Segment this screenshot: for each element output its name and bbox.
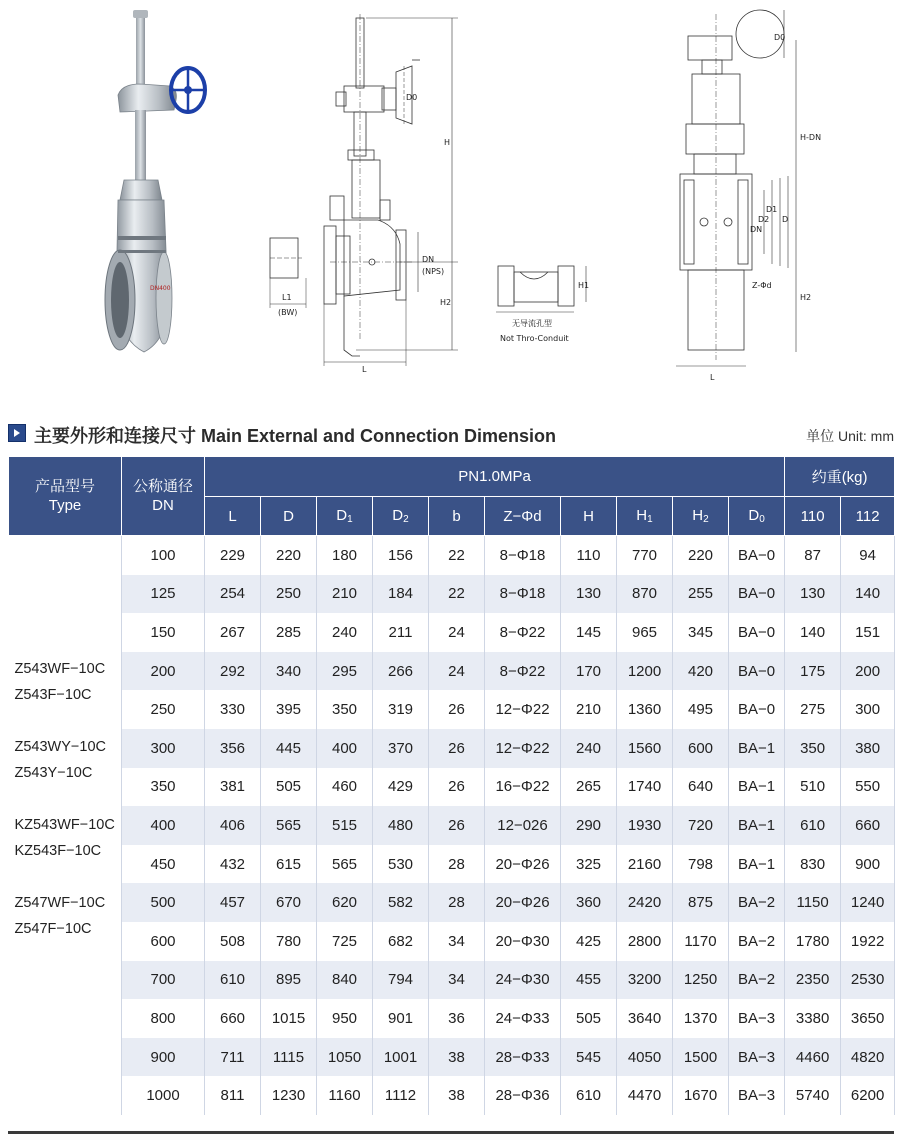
- table-cell: 300: [841, 690, 895, 729]
- table-cell: 340: [261, 652, 317, 691]
- table-cell: 1370: [673, 999, 729, 1038]
- dn-cell: 1000: [122, 1076, 205, 1115]
- table-cell: 770: [617, 536, 673, 575]
- table-cell: 720: [673, 806, 729, 845]
- col-d1: $D_1$: [317, 497, 373, 536]
- table-cell: 682: [373, 922, 429, 961]
- table-cell: 140: [841, 575, 895, 614]
- dn-cell: 350: [122, 768, 205, 807]
- table-row: [9, 729, 895, 768]
- table-cell: 254: [205, 575, 261, 614]
- dimension-table: [8, 456, 895, 1115]
- table-cell: 34: [429, 961, 485, 1000]
- table-cell: 505: [261, 768, 317, 807]
- table-cell: 1250: [673, 961, 729, 1000]
- table-cell: 356: [205, 729, 261, 768]
- table-cell: BA−0: [729, 575, 785, 614]
- table-cell: 780: [261, 922, 317, 961]
- arrow-right-icon: [8, 424, 26, 442]
- table-cell: 530: [373, 845, 429, 884]
- col-h: H: [561, 497, 617, 536]
- col-b: b: [429, 497, 485, 536]
- front-l-label: L: [710, 373, 715, 382]
- table-row: [9, 575, 895, 614]
- weight-header: 约重(kg): [785, 457, 895, 497]
- table-cell: 36: [429, 999, 485, 1038]
- table-cell: 794: [373, 961, 429, 1000]
- table-cell: 12−Φ22: [485, 729, 561, 768]
- table-cell: 400: [317, 729, 373, 768]
- table-cell: 180: [317, 536, 373, 575]
- d2-label: D2: [758, 215, 770, 224]
- table-cell: BA−3: [729, 1038, 785, 1077]
- table-cell: 2800: [617, 922, 673, 961]
- dn-header-en: DN: [152, 497, 174, 514]
- table-cell: 255: [673, 575, 729, 614]
- table-cell: BA−0: [729, 652, 785, 691]
- table-cell: 900: [841, 845, 895, 884]
- table-cell: BA−2: [729, 961, 785, 1000]
- table-cell: 1740: [617, 768, 673, 807]
- table-cell: 295: [317, 652, 373, 691]
- table-row: [9, 690, 895, 729]
- table-cell: 4050: [617, 1038, 673, 1077]
- table-cell: 870: [617, 575, 673, 614]
- table-cell: 1050: [317, 1038, 373, 1077]
- table-row: [9, 961, 895, 1000]
- table-cell: 1015: [261, 999, 317, 1038]
- table-cell: BA−1: [729, 729, 785, 768]
- table-row: [9, 845, 895, 884]
- type-gap: [15, 708, 122, 734]
- table-cell: 20−Φ26: [485, 883, 561, 922]
- table-cell: 425: [561, 922, 617, 961]
- table-cell: 325: [561, 845, 617, 884]
- table-cell: 1500: [673, 1038, 729, 1077]
- table-row: [9, 613, 895, 652]
- table-cell: BA−1: [729, 768, 785, 807]
- dn-cell: 500: [122, 883, 205, 922]
- table-cell: 140: [785, 613, 841, 652]
- table-cell: 406: [205, 806, 261, 845]
- table-cell: 395: [261, 690, 317, 729]
- table-cell: 950: [317, 999, 373, 1038]
- type-gap: [15, 864, 122, 890]
- type-model: Z547WF−10C: [14, 895, 106, 911]
- col-h2: $H_2$: [673, 497, 729, 536]
- table-cell: BA−1: [729, 845, 785, 884]
- table-row: [9, 999, 895, 1038]
- z-phi-d-label: Z-Φd: [752, 281, 772, 290]
- table-cell: 1112: [373, 1076, 429, 1115]
- table-cell: 1930: [617, 806, 673, 845]
- no-conduit-cn-label: 无导流孔型: [512, 319, 552, 328]
- d-label: D: [782, 215, 789, 224]
- dn-cell: 125: [122, 575, 205, 614]
- table-cell: 460: [317, 768, 373, 807]
- table-cell: 545: [561, 1038, 617, 1077]
- dn-cell: 300: [122, 729, 205, 768]
- table-cell: 8−Φ18: [485, 536, 561, 575]
- table-cell: 432: [205, 845, 261, 884]
- table-cell: 420: [673, 652, 729, 691]
- table-cell: 711: [205, 1038, 261, 1077]
- table-cell: 480: [373, 806, 429, 845]
- table-row: [9, 536, 895, 575]
- table-cell: 22: [429, 575, 485, 614]
- table-cell: 508: [205, 922, 261, 961]
- table-cell: 830: [785, 845, 841, 884]
- table-cell: 2420: [617, 883, 673, 922]
- table-cell: 615: [261, 845, 317, 884]
- table-cell: 8−Φ22: [485, 613, 561, 652]
- table-cell: 455: [561, 961, 617, 1000]
- table-cell: 445: [261, 729, 317, 768]
- dn-cell: 900: [122, 1038, 205, 1077]
- table-cell: 28: [429, 883, 485, 922]
- table-cell: BA−1: [729, 806, 785, 845]
- table-cell: 240: [317, 613, 373, 652]
- l-label: L: [362, 365, 367, 374]
- type-model: KZ543WF−10C: [14, 817, 115, 833]
- table-cell: 26: [429, 768, 485, 807]
- table-row: [9, 652, 895, 691]
- table-cell: 200: [841, 652, 895, 691]
- table-cell: BA−0: [729, 613, 785, 652]
- table-cell: 350: [317, 690, 373, 729]
- col-weight-112: 112: [841, 497, 895, 536]
- type-cell: [9, 536, 122, 1115]
- h1-label: H1: [578, 281, 590, 290]
- table-cell: 319: [373, 690, 429, 729]
- table-cell: 380: [841, 729, 895, 768]
- col-z-phi-d: Z−Φd: [485, 497, 561, 536]
- table-cell: 1001: [373, 1038, 429, 1077]
- dn-cell: 100: [122, 536, 205, 575]
- table-cell: 811: [205, 1076, 261, 1115]
- drawings-area: [0, 0, 900, 390]
- table-cell: 350: [785, 729, 841, 768]
- table-row: [9, 1038, 895, 1077]
- type-model: Z543Y−10C: [14, 765, 93, 781]
- table-cell: 515: [317, 806, 373, 845]
- pressure-header: PN1.0MPa: [205, 457, 785, 497]
- type-header-cn: 产品型号: [34, 478, 95, 495]
- front-dn-label: DN: [750, 225, 763, 234]
- type-model: Z543WY−10C: [14, 739, 106, 755]
- table-cell: 250: [261, 575, 317, 614]
- table-cell: 1360: [617, 690, 673, 729]
- table-cell: BA−3: [729, 1076, 785, 1115]
- table-cell: 170: [561, 652, 617, 691]
- table-cell: 582: [373, 883, 429, 922]
- table-cell: 1922: [841, 922, 895, 961]
- table-cell: 330: [205, 690, 261, 729]
- dn-header: [122, 457, 205, 536]
- table-cell: 229: [205, 536, 261, 575]
- col-h1: $H_1$: [617, 497, 673, 536]
- table-cell: 381: [205, 768, 261, 807]
- table-cell: 3640: [617, 999, 673, 1038]
- table-cell: 292: [205, 652, 261, 691]
- table-cell: 210: [561, 690, 617, 729]
- no-conduit-en-label: Not Thro-Conduit: [500, 334, 569, 343]
- table-cell: 94: [841, 536, 895, 575]
- table-cell: 266: [373, 652, 429, 691]
- table-cell: 3380: [785, 999, 841, 1038]
- table-cell: 156: [373, 536, 429, 575]
- table-cell: 2160: [617, 845, 673, 884]
- unit-label: 单位 Unit: mm: [806, 428, 894, 444]
- table-cell: 26: [429, 690, 485, 729]
- dn-header-cn: 公称通径: [132, 478, 193, 495]
- table-cell: 1150: [785, 883, 841, 922]
- table-cell: 370: [373, 729, 429, 768]
- table-cell: 610: [561, 1076, 617, 1115]
- col-l: L: [205, 497, 261, 536]
- d1-label: D1: [766, 205, 778, 214]
- front-view-drawing: [676, 10, 796, 366]
- table-cell: 457: [205, 883, 261, 922]
- bw-label: (BW): [278, 308, 298, 317]
- table-cell: 24: [429, 652, 485, 691]
- dn-cell: 600: [122, 922, 205, 961]
- type-header: [9, 457, 122, 536]
- col-d0: $D_0$: [729, 497, 785, 536]
- table-cell: 901: [373, 999, 429, 1038]
- type-header-en: Type: [48, 497, 82, 514]
- table-cell: 1230: [261, 1076, 317, 1115]
- table-cell: 8−Φ18: [485, 575, 561, 614]
- table-cell: 290: [561, 806, 617, 845]
- table-cell: 285: [261, 613, 317, 652]
- table-cell: 1115: [261, 1038, 317, 1077]
- table-cell: 875: [673, 883, 729, 922]
- table-cell: 505: [561, 999, 617, 1038]
- dn-label: DN: [422, 255, 435, 264]
- table-cell: 6200: [841, 1076, 895, 1115]
- table-cell: 110: [561, 536, 617, 575]
- table-cell: 28−Φ36: [485, 1076, 561, 1115]
- table-cell: 28: [429, 845, 485, 884]
- d0-label: D0: [406, 93, 418, 102]
- table-cell: 151: [841, 613, 895, 652]
- type-model: KZ543F−10C: [14, 843, 102, 859]
- table-cell: 3200: [617, 961, 673, 1000]
- side-view-drawing: [270, 14, 586, 366]
- table-cell: 510: [785, 768, 841, 807]
- table-cell: 660: [205, 999, 261, 1038]
- table-cell: 1170: [673, 922, 729, 961]
- table-cell: 670: [261, 883, 317, 922]
- table-cell: 267: [205, 613, 261, 652]
- table-cell: 130: [561, 575, 617, 614]
- table-cell: 1200: [617, 652, 673, 691]
- table-cell: 495: [673, 690, 729, 729]
- table-cell: BA−2: [729, 883, 785, 922]
- table-cell: 5740: [785, 1076, 841, 1115]
- table-cell: 565: [261, 806, 317, 845]
- table-row: [9, 883, 895, 922]
- table-cell: 220: [261, 536, 317, 575]
- type-model: Z543F−10C: [14, 687, 92, 703]
- table-cell: 38: [429, 1076, 485, 1115]
- col-d2: $D_2$: [373, 497, 429, 536]
- table-cell: 2350: [785, 961, 841, 1000]
- table-cell: BA−2: [729, 922, 785, 961]
- hdn-label: H-DN: [800, 133, 822, 142]
- table-body: [9, 536, 895, 1115]
- dn-cell: 200: [122, 652, 205, 691]
- photo-size-label: DN400: [150, 285, 171, 292]
- table-cell: BA−0: [729, 536, 785, 575]
- valve-drawings: [0, 0, 900, 390]
- table-cell: 28−Φ33: [485, 1038, 561, 1077]
- table-cell: 12−Φ22: [485, 690, 561, 729]
- table-cell: 211: [373, 613, 429, 652]
- section-header: [8, 422, 894, 446]
- front-h2-label: H2: [800, 293, 812, 302]
- table-cell: 640: [673, 768, 729, 807]
- table-row: [9, 806, 895, 845]
- table-cell: 610: [205, 961, 261, 1000]
- table-cell: 2530: [841, 961, 895, 1000]
- bottom-rule: [8, 1131, 894, 1134]
- type-model: Z547F−10C: [14, 921, 92, 937]
- table-cell: 1670: [673, 1076, 729, 1115]
- table-cell: 38: [429, 1038, 485, 1077]
- table-cell: 1560: [617, 729, 673, 768]
- col-d: D: [261, 497, 317, 536]
- table-cell: 550: [841, 768, 895, 807]
- dn-cell: 800: [122, 999, 205, 1038]
- nps-label: (NPS): [422, 267, 445, 276]
- table-cell: 1780: [785, 922, 841, 961]
- table-cell: 265: [561, 768, 617, 807]
- table-cell: 240: [561, 729, 617, 768]
- table-cell: BA−3: [729, 999, 785, 1038]
- table-row: [9, 1076, 895, 1115]
- table-cell: 22: [429, 536, 485, 575]
- table-cell: 34: [429, 922, 485, 961]
- table-cell: 965: [617, 613, 673, 652]
- table-row: [9, 768, 895, 807]
- table-cell: 275: [785, 690, 841, 729]
- table-cell: 429: [373, 768, 429, 807]
- table-cell: 175: [785, 652, 841, 691]
- table-cell: 220: [673, 536, 729, 575]
- table-cell: 26: [429, 806, 485, 845]
- table-cell: 660: [841, 806, 895, 845]
- dn-cell: 150: [122, 613, 205, 652]
- h2-label: H2: [440, 298, 452, 307]
- section-title: 主要外形和连接尺寸 Main External and Connection Dimension: [34, 426, 557, 446]
- table-cell: 360: [561, 883, 617, 922]
- table-cell: 16−Φ22: [485, 768, 561, 807]
- l1-label: L1: [282, 293, 292, 302]
- h-label: H: [444, 138, 451, 147]
- table-cell: 87: [785, 536, 841, 575]
- table-row: [9, 922, 895, 961]
- table-cell: BA−0: [729, 690, 785, 729]
- type-model: Z543WF−10C: [14, 661, 106, 677]
- type-gap: [15, 786, 122, 812]
- table-cell: 20−Φ30: [485, 922, 561, 961]
- table-cell: 4470: [617, 1076, 673, 1115]
- table-cell: 798: [673, 845, 729, 884]
- table-cell: 725: [317, 922, 373, 961]
- table-cell: 12−026: [485, 806, 561, 845]
- table-cell: 620: [317, 883, 373, 922]
- table-cell: 145: [561, 613, 617, 652]
- dn-cell: 700: [122, 961, 205, 1000]
- table-cell: 600: [673, 729, 729, 768]
- table-cell: 26: [429, 729, 485, 768]
- table-cell: 4460: [785, 1038, 841, 1077]
- table-cell: 3650: [841, 999, 895, 1038]
- col-weight-110: 110: [785, 497, 841, 536]
- front-d0-label: D0: [774, 33, 786, 42]
- table-cell: 610: [785, 806, 841, 845]
- table-cell: 24: [429, 613, 485, 652]
- table-cell: 840: [317, 961, 373, 1000]
- valve-photo: [105, 10, 205, 352]
- table-cell: 210: [317, 575, 373, 614]
- table-cell: 1160: [317, 1076, 373, 1115]
- table-cell: 24−Φ33: [485, 999, 561, 1038]
- dn-cell: 450: [122, 845, 205, 884]
- dn-cell: 250: [122, 690, 205, 729]
- table-cell: 1240: [841, 883, 895, 922]
- table-cell: 345: [673, 613, 729, 652]
- table-cell: 184: [373, 575, 429, 614]
- table-cell: 4820: [841, 1038, 895, 1077]
- table-cell: 8−Φ22: [485, 652, 561, 691]
- table-cell: 895: [261, 961, 317, 1000]
- table-cell: 565: [317, 845, 373, 884]
- table-cell: 24−Φ30: [485, 961, 561, 1000]
- table-cell: 130: [785, 575, 841, 614]
- dn-cell: 400: [122, 806, 205, 845]
- table-cell: 20−Φ26: [485, 845, 561, 884]
